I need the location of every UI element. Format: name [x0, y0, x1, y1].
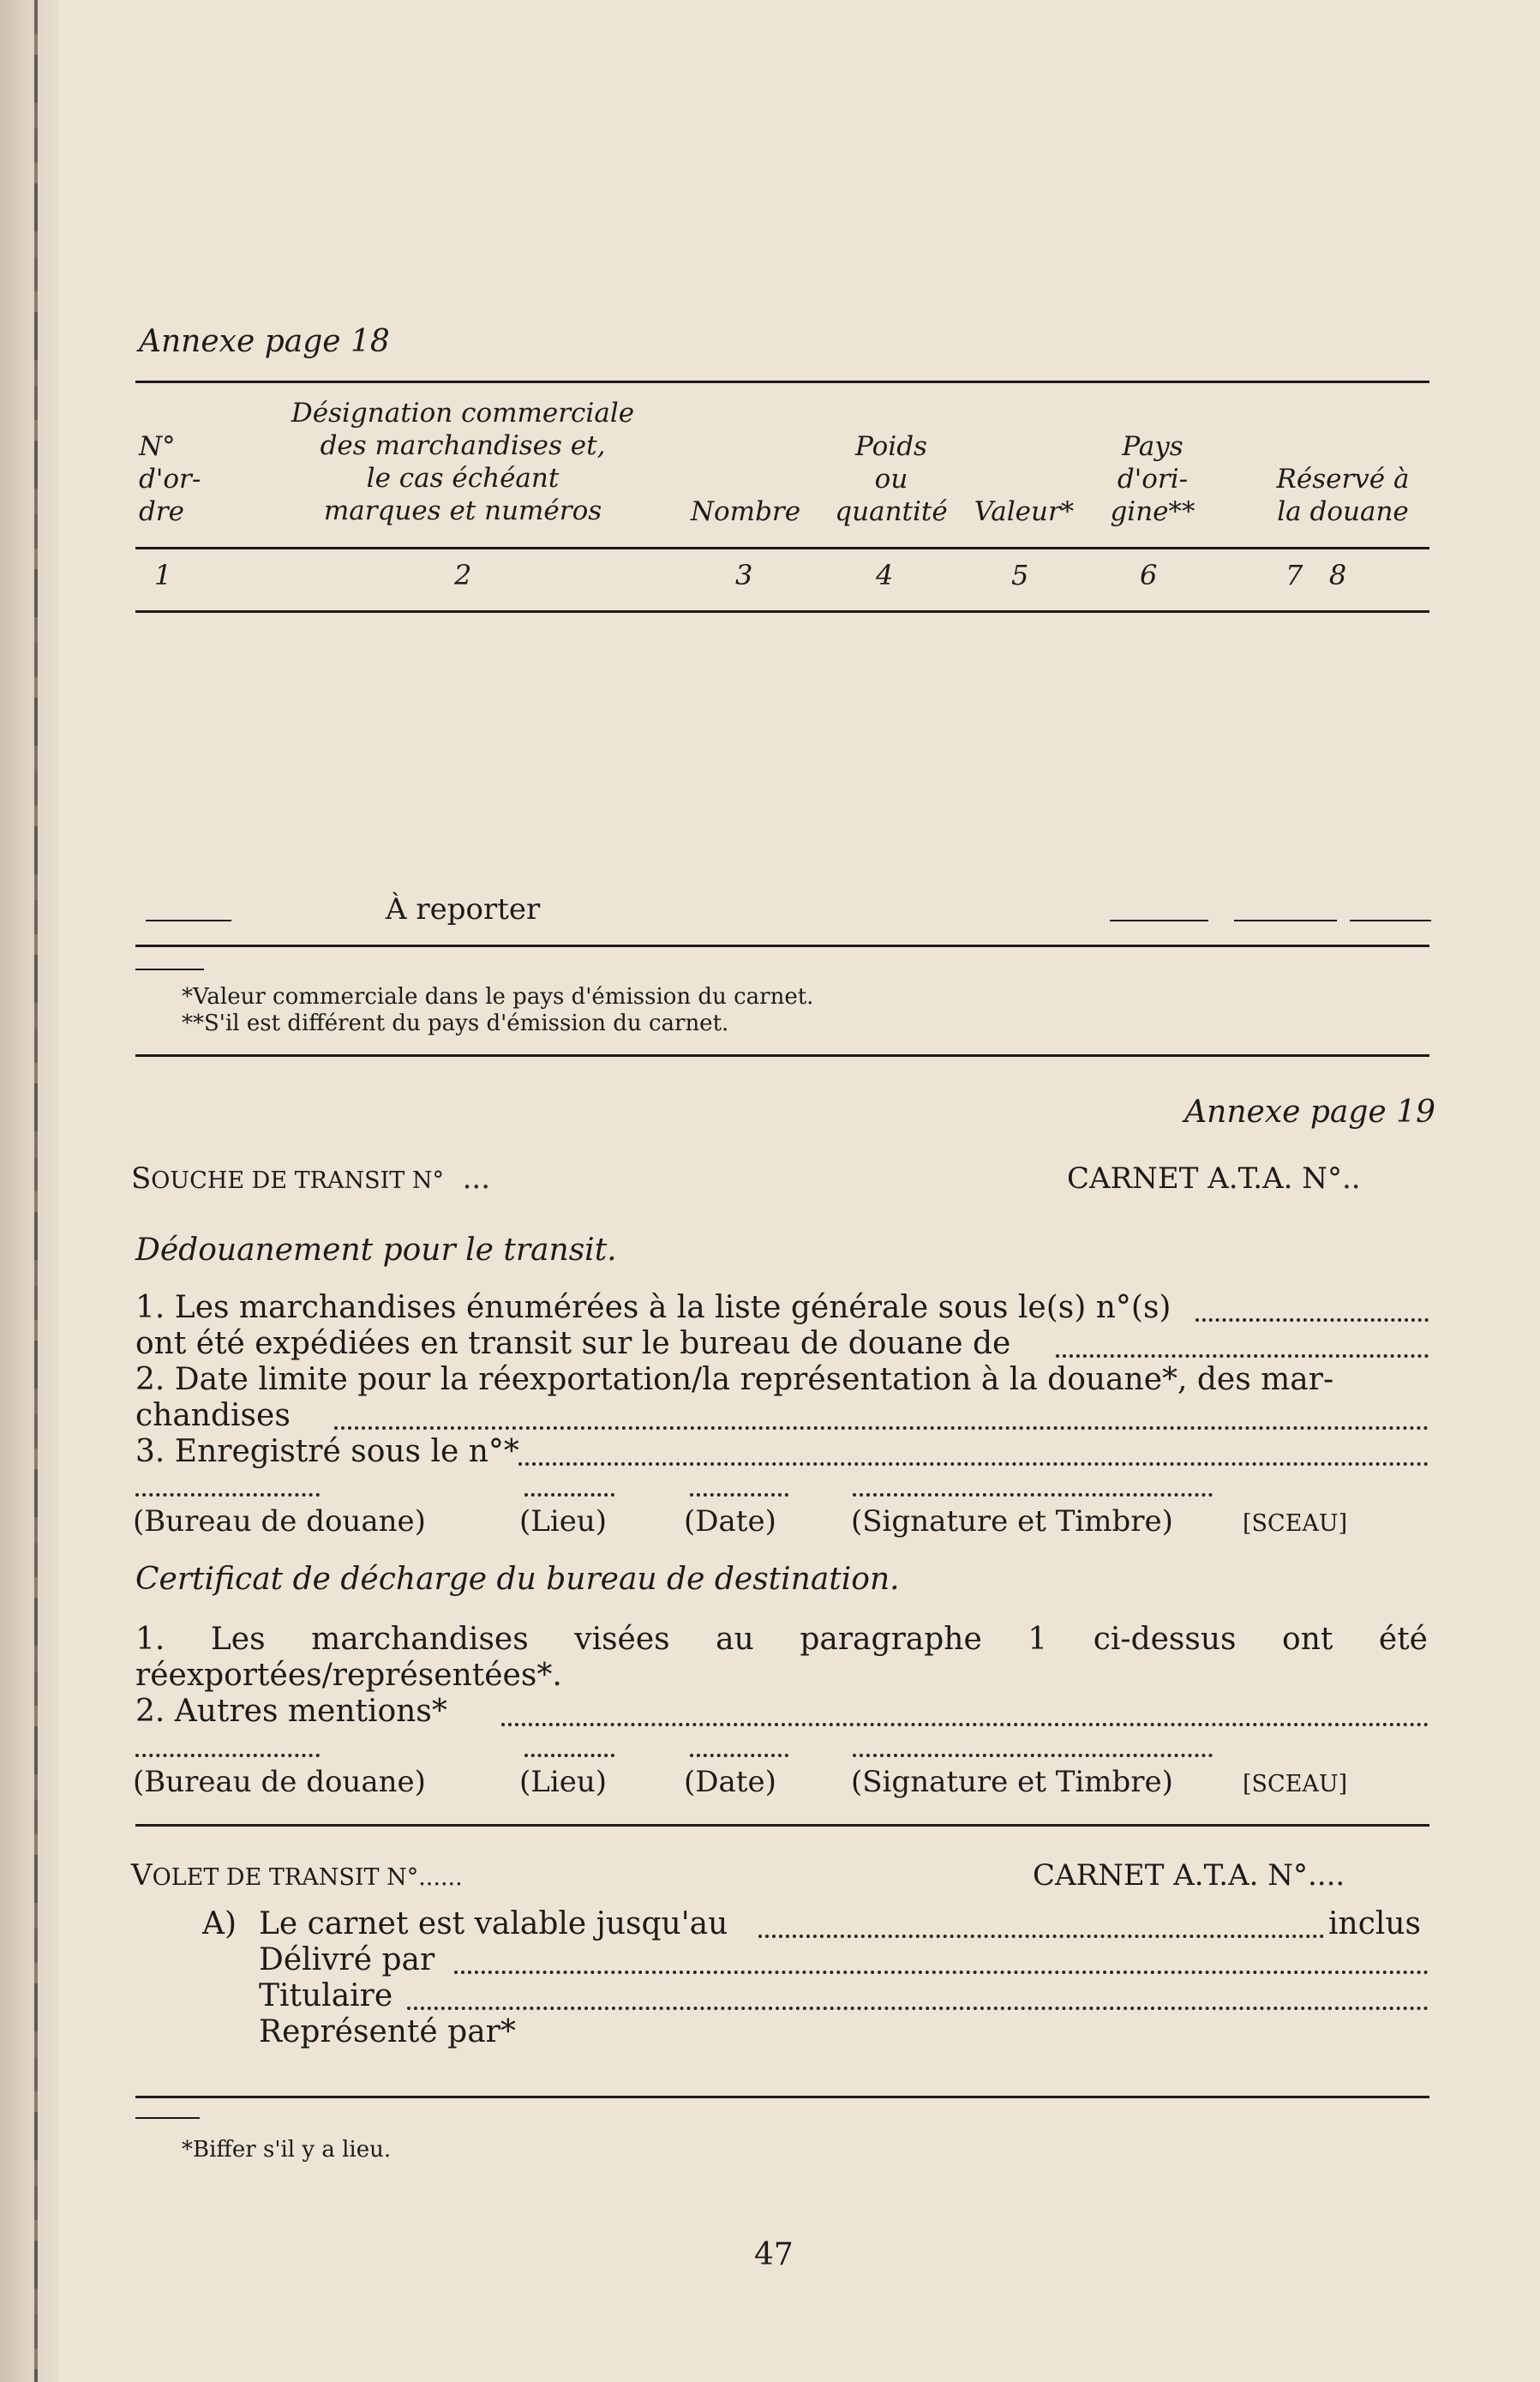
volet-top-rule	[135, 1824, 1429, 1827]
col7-header: Réservé à la douane	[1276, 464, 1410, 527]
page-number: 47	[754, 2237, 794, 2272]
footnote-strike: *Biffer s'il y a lieu.	[182, 2137, 392, 2163]
binding-edge	[0, 0, 58, 2382]
dots-sig1-date	[690, 1493, 788, 1497]
dots-sig2-office	[135, 1754, 320, 1757]
dots-other-remarks	[501, 1723, 1429, 1726]
souche-label: SOUCHE DE TRANSIT N° ...	[131, 1161, 491, 1196]
dots-holder	[407, 2007, 1429, 2010]
valid-until-label: Le carnet est valable jusqu'au	[259, 1906, 728, 1941]
dots-sig1-signature	[853, 1493, 1213, 1497]
footnote-origin: **S'il est différent du pays d'émission du carnet.	[182, 1011, 729, 1036]
dots-issued-by	[454, 1971, 1429, 1974]
volet-label: VOLET DE TRANSIT N°......	[131, 1858, 463, 1893]
discharge-item-1: 1. Les marchandises visées au paragraphe 1 ci-dessus ont été	[135, 1622, 1428, 1657]
dots-sig1-office	[135, 1493, 320, 1497]
represented-by-label: Représenté par*	[259, 2014, 516, 2049]
clearance-item-2b: chandises	[135, 1398, 291, 1433]
col6-number: 6	[1140, 559, 1158, 591]
annex-19-title: Annexe page 19	[1184, 1095, 1435, 1130]
binding-stitch	[34, 0, 38, 2382]
dots-sig2-date	[690, 1754, 788, 1757]
sig2-signature: (Signature et Timbre)	[851, 1765, 1173, 1799]
col3-header: Nombre	[690, 496, 801, 527]
page-split-rule	[135, 1054, 1429, 1057]
col4-header: Poids ou quantité	[835, 431, 948, 527]
discharge-item-1b: réexportées/représentées*.	[135, 1658, 562, 1693]
sig1-office: (Bureau de douane)	[133, 1504, 426, 1539]
dots-sig1-place	[524, 1493, 614, 1497]
carry-dash-8	[1350, 920, 1431, 921]
annex-18-title: Annexe page 18	[139, 324, 390, 359]
dots-sig2-place	[524, 1754, 614, 1757]
clearance-item-3: 3. Enregistré sous le n°*	[135, 1434, 519, 1469]
inclusive-label: inclus	[1328, 1906, 1422, 1941]
col5-header: Valeur*	[974, 496, 1075, 527]
clearance-item-2: 2. Date limite pour la réexportation/la représentation à la douane*, des mar-	[135, 1362, 1334, 1397]
holder-label: Titulaire	[259, 1978, 393, 2013]
carry-dash-left	[146, 920, 231, 921]
dots-registered	[518, 1462, 1429, 1466]
footnote-separator	[135, 969, 204, 970]
table-numbers-rule	[135, 610, 1429, 613]
sig2-office: (Bureau de douane)	[133, 1765, 426, 1799]
clearance-title: Dédouanement pour le transit.	[135, 1233, 617, 1268]
table-header-rule	[135, 547, 1429, 549]
col4-number: 4	[876, 559, 894, 591]
clearance-item-1b: ont été expédiées en transit sur le bureau de douane de	[135, 1326, 1011, 1361]
issued-by-label: Délivré par	[259, 1942, 435, 1977]
dots-customs-office	[1056, 1354, 1429, 1358]
sig2-place: (Lieu)	[519, 1765, 607, 1799]
col5-number: 5	[1011, 559, 1029, 591]
table-top-rule	[135, 381, 1429, 383]
carry-dash-6	[1110, 920, 1208, 921]
sig1-place: (Lieu)	[519, 1504, 607, 1539]
volet-carnet-number: CARNET A.T.A. N°....	[1033, 1858, 1345, 1893]
volet-bottom-rule	[135, 2096, 1429, 2098]
carry-bottom-rule	[135, 945, 1429, 947]
sig1-date: (Date)	[684, 1504, 776, 1539]
discharge-title: Certificat de décharge du bureau de destination.	[135, 1562, 900, 1597]
dots-valid-until	[758, 1935, 1324, 1938]
carry-forward-label: À reporter	[386, 892, 541, 927]
sig1-seal: [SCEAU]	[1243, 1510, 1348, 1537]
footnote-value: *Valeur commerciale dans le pays d'émission du carnet.	[182, 984, 814, 1010]
section-a-label: A)	[202, 1906, 237, 1941]
carry-dash-7	[1234, 920, 1337, 921]
footnote2-separator	[135, 2117, 200, 2119]
col1-number: 1	[154, 559, 172, 591]
col2-header: Désignation commerciale des marchandises et, le cas échéant marques et numéros	[291, 398, 635, 526]
col6-header: Pays d'ori- gine**	[1110, 431, 1195, 527]
souche-carnet-number: CARNET A.T.A. N°..	[1067, 1161, 1361, 1196]
col1-header: N° d'or- dre	[139, 431, 201, 527]
col3-number: 3	[735, 559, 753, 591]
col2-number: 2	[454, 559, 472, 591]
discharge-item-2: 2. Autres mentions*	[135, 1694, 447, 1729]
sig2-date: (Date)	[684, 1765, 776, 1799]
col7-8-number: 7 8	[1285, 559, 1347, 591]
dots-list-number	[1195, 1318, 1429, 1322]
clearance-item-1: 1. Les marchandises énumérées à la liste générale sous le(s) n°(s)	[135, 1290, 1171, 1325]
dots-deadline	[334, 1426, 1429, 1430]
dots-sig2-signature	[853, 1754, 1213, 1757]
sig1-signature: (Signature et Timbre)	[851, 1504, 1173, 1539]
sig2-seal: [SCEAU]	[1243, 1771, 1348, 1797]
